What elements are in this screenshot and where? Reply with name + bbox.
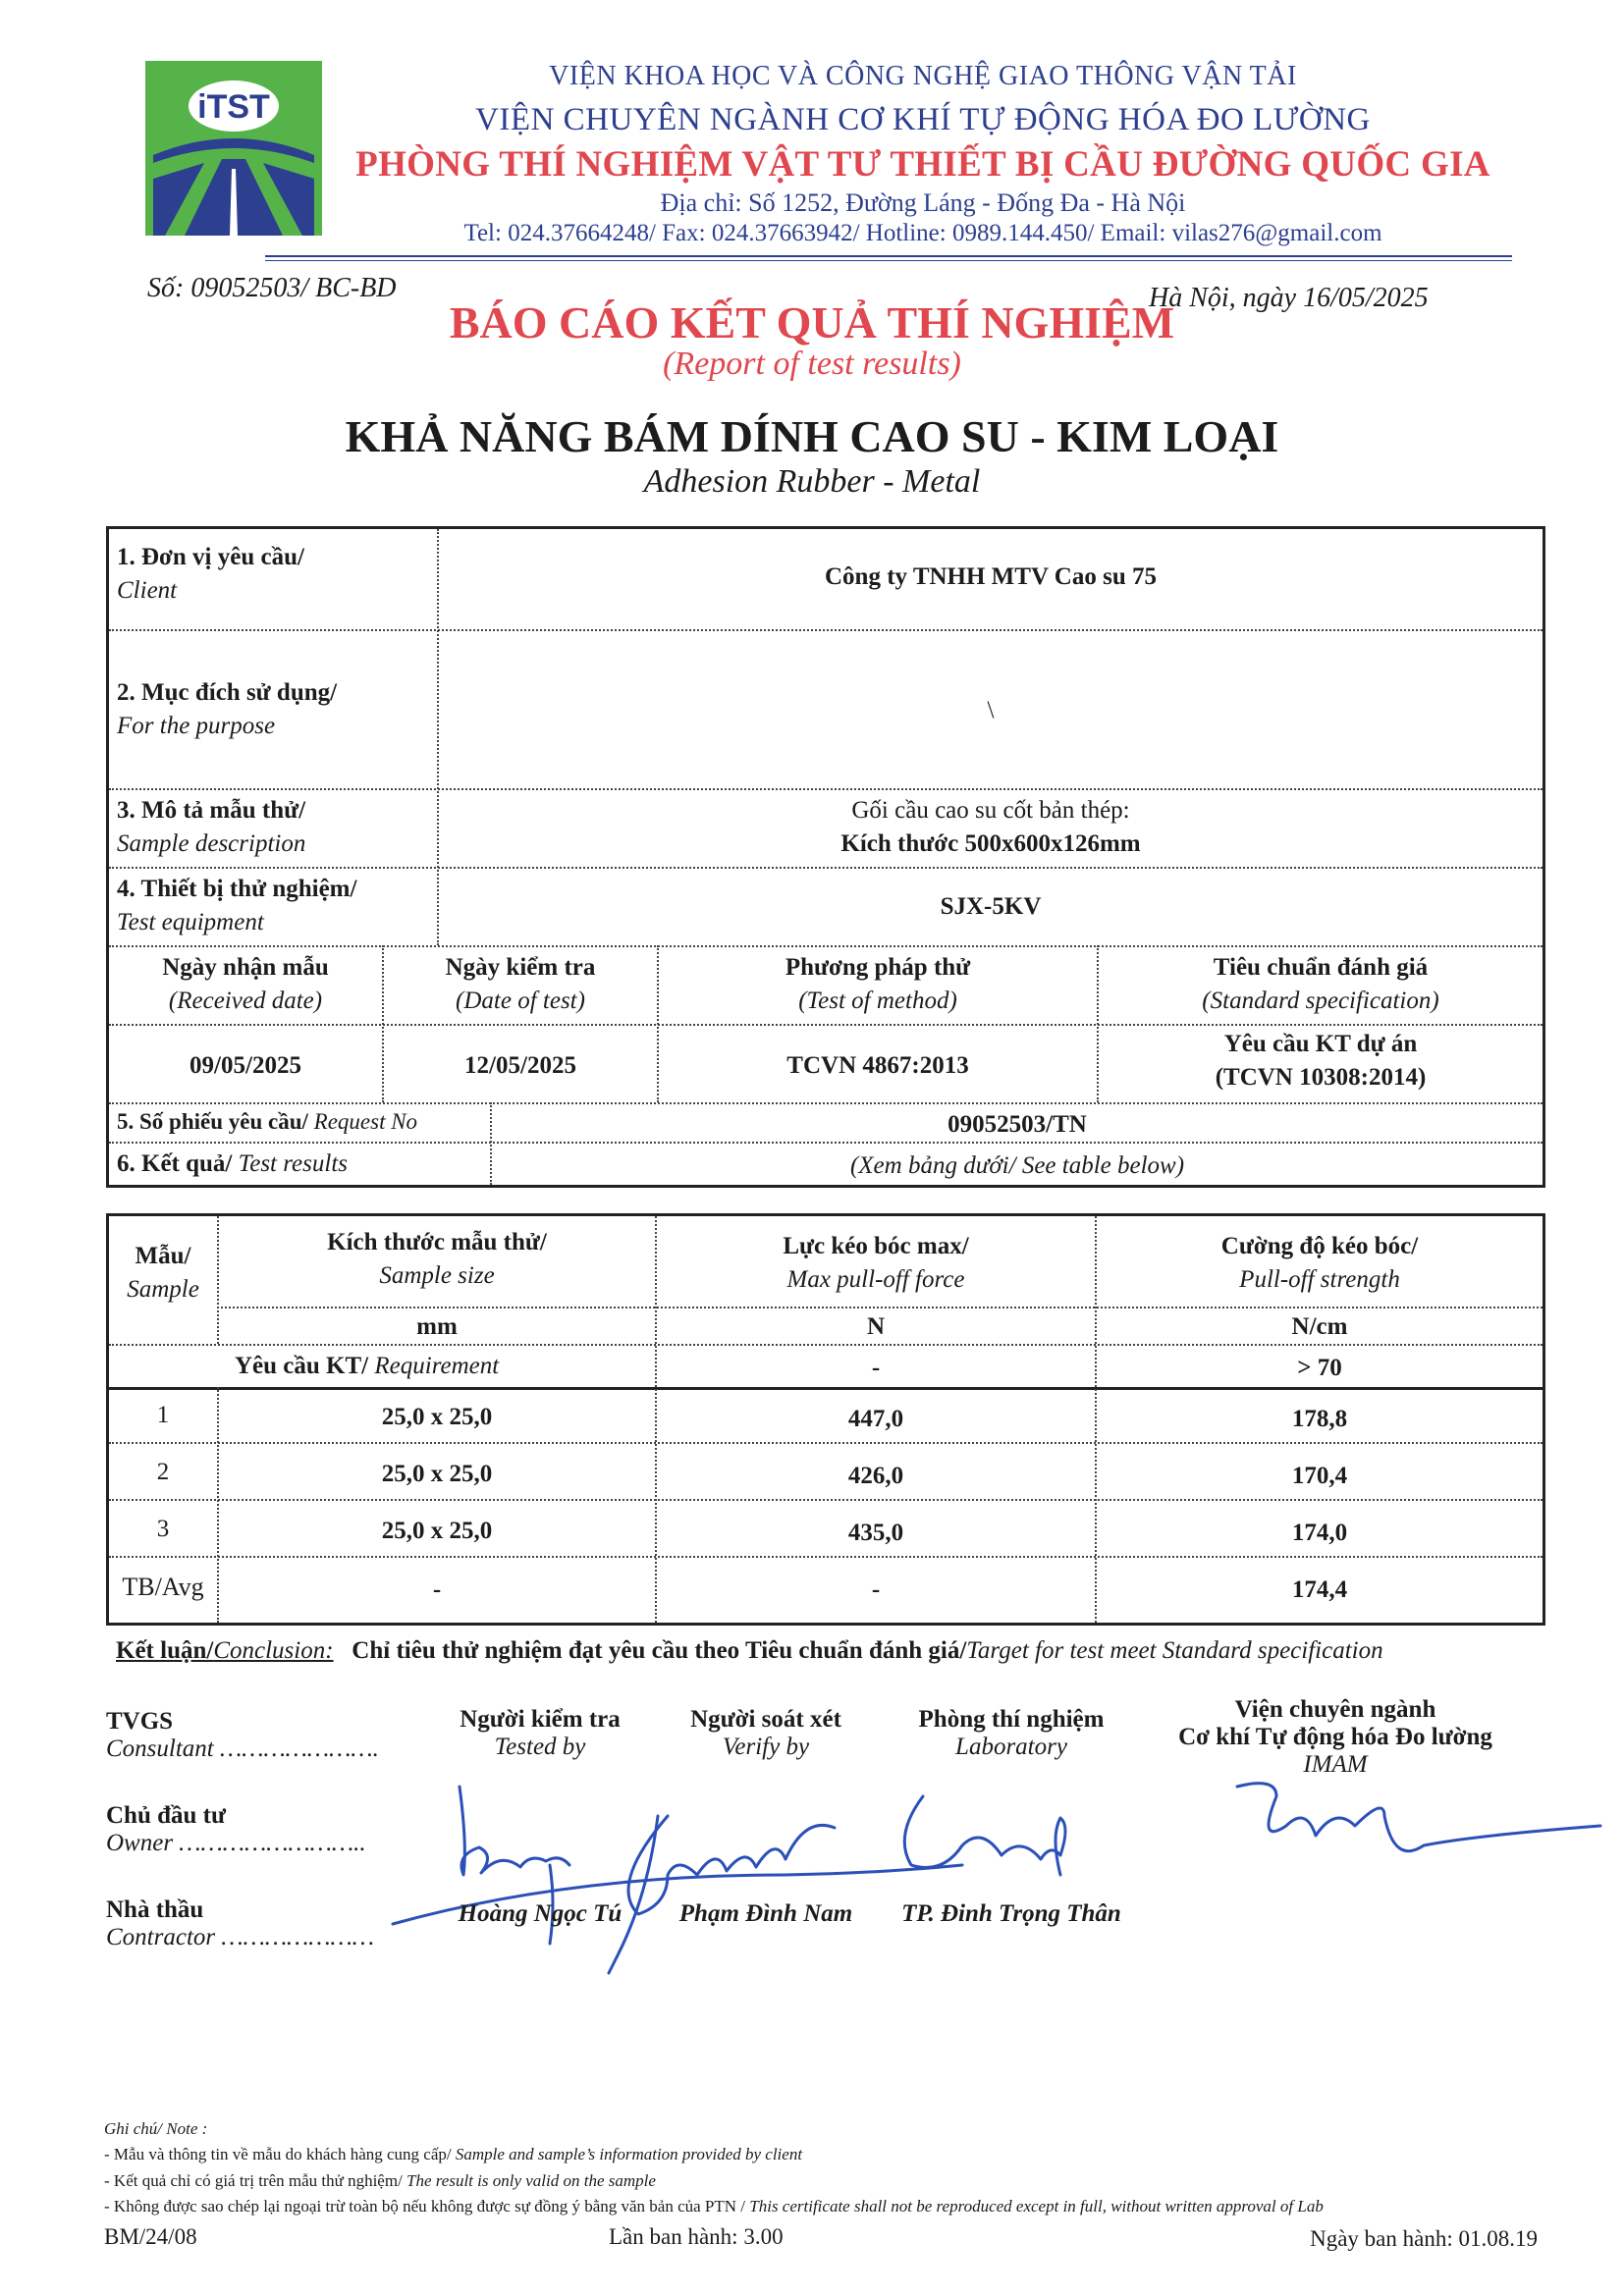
contractor-block: Nhà thầu Contractor ………………… (106, 1896, 374, 1950)
header-rule-thin (265, 260, 1512, 261)
standard-header: Tiêu chuẩn đánh giá (Standard specification) (1202, 954, 1439, 1014)
address: Địa chỉ: Số 1252, Đường Láng - Đống Đa - Hà Nội (660, 188, 1186, 217)
header-rule (265, 255, 1512, 257)
owner-block: Chủ đầu tư Owner …………………….. (106, 1802, 366, 1856)
row-2-strength: 170,4 (1291, 1463, 1348, 1489)
sample-label: 3. Mô tả mẫu thử/ Sample description (117, 797, 306, 857)
equipment-value: SJX-5KV (940, 893, 1042, 920)
document-number: Số: 09052503/ BC-BD (147, 273, 397, 303)
svg-text:iTST: iTST (197, 88, 270, 126)
received-date-header: Ngày nhận mẫu (Received date) (162, 954, 329, 1014)
contact-line: Tel: 024.37664248/ Fax: 024.37663942/ Hotline: 0989.144.450/ Email: vilas276@gmail.com (463, 220, 1382, 246)
size-header: Kích thước mẫu thử/ Sample size (327, 1229, 547, 1289)
strength-unit: N/cm (1291, 1313, 1348, 1340)
requirement-label: Yêu cầu KT/ Requirement (235, 1353, 500, 1379)
method-header: Phương pháp thử (Test of method) (785, 954, 971, 1014)
equipment-label: 4. Thiết bị thử nghiệm/ Test equipment (117, 876, 357, 935)
row-3-strength: 174,0 (1291, 1520, 1348, 1546)
sample-value: Gối cầu cao su cốt bản thép: Kích thước 500x600x126mm (840, 797, 1141, 857)
force-unit: N (866, 1313, 886, 1340)
sample-header: Mẫu/ Sample (127, 1243, 199, 1303)
conclusion: Kết luận/Conclusion: Chỉ tiêu thử nghiệm đạt yêu cầu theo Tiêu chuẩn đánh giá/Target for test meet Standard specification (116, 1637, 1383, 1664)
avg-strength: 174,4 (1291, 1576, 1348, 1603)
row-1-strength: 178,8 (1291, 1406, 1348, 1432)
issue-date: Ngày ban hành: 01.08.19 (1310, 2226, 1538, 2251)
row-1-force: 447,0 (847, 1406, 904, 1432)
document-date: Hà Nội, ngày 16/05/2025 (1149, 283, 1429, 313)
received-date-value: 09/05/2025 (189, 1052, 301, 1079)
row-2-force: 426,0 (847, 1463, 904, 1489)
standard-value: Yêu cầu KT dự án (TCVN 10308:2014) (1215, 1031, 1427, 1091)
row-1-sample: 1 (156, 1402, 170, 1428)
avg-force: - (871, 1576, 881, 1603)
row-3-force: 435,0 (847, 1520, 904, 1546)
row-1-size: 25,0 x 25,0 (381, 1404, 493, 1430)
row-2-sample: 2 (156, 1459, 170, 1485)
results-label: 6. Kết quả/ Test results (117, 1150, 349, 1177)
tested-by-block: Người kiểm tra Tested by (460, 1706, 621, 1760)
form-code: BM/24/08 (104, 2224, 197, 2249)
institute-line-2: VIỆN CHUYÊN NGÀNH CƠ KHÍ TỰ ĐỘNG HÓA ĐO LƯỜNG (475, 102, 1371, 137)
requirement-force: - (871, 1355, 881, 1381)
results-table (106, 1213, 1545, 1626)
info-table (106, 526, 1545, 1188)
row-3-size: 25,0 x 25,0 (381, 1518, 493, 1544)
institute-line-1: VIỆN KHOA HỌC VÀ CÔNG NGHỆ GIAO THÔNG VẬN TẢI (549, 61, 1297, 91)
results-value: (Xem bảng dưới/ See table below) (849, 1152, 1185, 1179)
consultant-block: TVGS Consultant …………………. (106, 1708, 379, 1762)
laboratory-name: TP. Đinh Trọng Thân (901, 1900, 1121, 1927)
client-value: Công ty TNHH MTV Cao su 75 (824, 563, 1157, 590)
report-title: BÁO CÁO KẾT QUẢ THÍ NGHIỆM (449, 297, 1175, 347)
client-label: 1. Đơn vị yêu cầu/ Client (117, 544, 304, 604)
force-header: Lực kéo bóc max/ Max pull-off force (783, 1233, 969, 1293)
tested-by-name: Hoàng Ngọc Tú (458, 1900, 623, 1927)
institute-block: Viện chuyên ngành Cơ khí Tự động hóa Đo lường IMAM (1178, 1696, 1492, 1778)
strength-header: Cường độ kéo bóc/ Pull-off strength (1220, 1233, 1419, 1293)
itst-logo (145, 61, 322, 236)
row-2-size: 25,0 x 25,0 (381, 1461, 493, 1487)
purpose-value: \ (987, 697, 995, 723)
verify-by-block: Người soát xét Verify by (690, 1706, 841, 1760)
test-date-header: Ngày kiểm tra (Date of test) (445, 954, 596, 1014)
request-value: 09052503/TN (947, 1111, 1087, 1138)
report-subtitle: (Report of test results) (663, 346, 961, 382)
row-3-sample: 3 (156, 1516, 170, 1542)
requirement-strength: > 70 (1297, 1355, 1342, 1381)
verify-by-name: Phạm Đình Nam (678, 1900, 853, 1927)
edition: Lần ban hành: 3.00 (609, 2224, 784, 2249)
test-title: KHẢ NĂNG BÁM DÍNH CAO SU - KIM LOẠI (345, 411, 1279, 461)
notes: Ghi chú/ Note : - Mẫu và thông tin về mẫu do khách hàng cung cấp/ Sample and sample’s information provided by client - Kết quả chỉ có giá trị trên mẫu thử nghiệm/ The result is only valid on the sample - Không được sao chép lại ngoại trừ toàn bộ nếu không được sự đồng ý bằng văn bản của PTN / This certificate shall not be reproduced except in full, without written approval of Lab (104, 2119, 1324, 2216)
size-unit: mm (416, 1313, 458, 1340)
method-value: TCVN 4867:2013 (786, 1052, 969, 1079)
lab-name: PHÒNG THÍ NGHIỆM VẬT TƯ THIẾT BỊ CẦU ĐƯỜNG QUỐC GIA (355, 144, 1490, 185)
avg-size: - (432, 1576, 442, 1603)
request-label: 5. Số phiếu yêu cầu/ Request No (117, 1109, 418, 1134)
purpose-label: 2. Mục đích sử dụng/ For the purpose (117, 679, 338, 739)
signature-scribbles (373, 1757, 1610, 2002)
test-subtitle: Adhesion Rubber - Metal (643, 463, 981, 500)
laboratory-block: Phòng thí nghiệm Laboratory (918, 1706, 1105, 1760)
test-date-value: 12/05/2025 (464, 1052, 576, 1079)
avg-label: TB/Avg (122, 1573, 204, 1601)
